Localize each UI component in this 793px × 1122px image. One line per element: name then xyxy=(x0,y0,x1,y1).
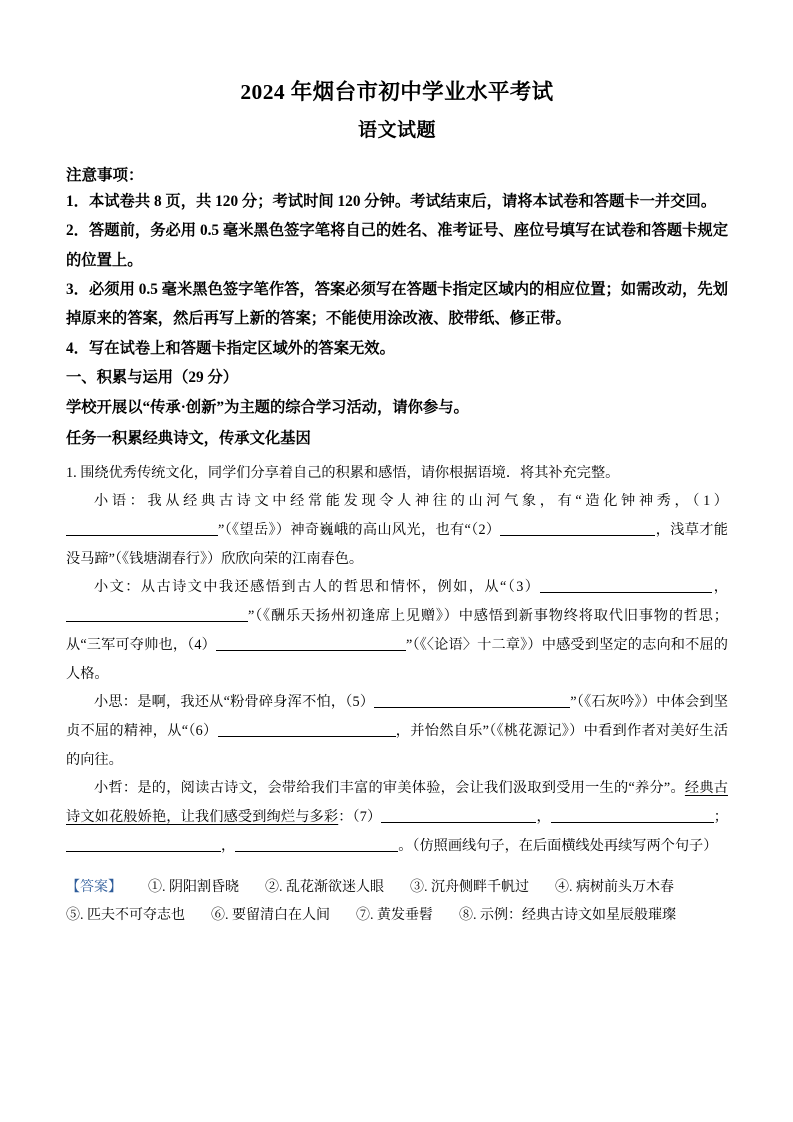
section-heading: 一、积累与运用（29 分） xyxy=(66,369,239,387)
answer-label: 【答案】 xyxy=(66,880,122,896)
dialog-text-segment: 。（仿照画线句子，在后面横线处再续写两个句子） xyxy=(398,837,718,854)
notice-item-3: 3．必须用 0.5 毫米黑色签字笔作答，答案必须写在答题卡指定区域内的相应位置；如需改动，先划掉原来的答案，然后再写上新的答案；不能使用涂改液、胶带纸、修正带。 xyxy=(66,281,728,328)
task-heading: 任务一积累经典诗文，传承文化基因 xyxy=(66,429,311,447)
dialog-xiaozhe xyxy=(66,774,728,860)
fill-blank-8a[interactable] xyxy=(66,837,221,851)
answer-item-7: ⑦. 黄发垂髫 xyxy=(356,908,433,924)
dialog-text-segment: ； xyxy=(713,808,728,825)
answer-block xyxy=(66,874,728,930)
answer-item-1: ①. 阴阳割昏晓 xyxy=(148,880,239,896)
notice-item-1: 1．本试卷共 8 页，共 120 分；考试时间 120 分钟。考试结束后，请将本试卷和答题卡一并交回。 xyxy=(66,193,717,210)
fill-blank-2[interactable] xyxy=(500,522,655,536)
fill-blank-5[interactable] xyxy=(374,694,570,708)
fill-blank-1[interactable] xyxy=(66,522,218,536)
dialog-text-segment: ”（《〈论语〉十二章》）中感受到坚定的志向和不屈的人格。 xyxy=(66,636,728,682)
dialog-text-segment: ，浅草才能没马蹄”（《钱塘湖春行》）欣欣向荣的江南春色。 xyxy=(66,522,728,567)
dialog-text-segment: 是啊，我还从“粉骨碎身浑不怕，（5） xyxy=(137,694,375,711)
dialog-xiaowen xyxy=(66,573,728,688)
answer-item-4: ④. 病树前头万木春 xyxy=(555,880,674,896)
answer-item-6: ⑥. 要留清白在人间 xyxy=(211,908,330,924)
activity-description: 学校开展以“传承·创新”为主题的综合学习活动，请你参与。 xyxy=(66,398,469,416)
dialog-text-segment: ”（《石灰吟》）中体会到坚贞不屈的精神，从“（6） xyxy=(66,694,728,739)
dialog-text-segment: ，并怡然自乐”（《桃花源记》）中看到作者对美好生活的向往。 xyxy=(66,722,729,768)
dialog-text-segment: 从古诗文中我还感悟到古人的哲思和情怀，例如，从“（3） xyxy=(140,579,541,596)
dialog-speaker: 小哲： xyxy=(94,780,138,797)
dialog-text-segment: 我从经典古诗文中经常能发现令人神往的山河气象，有“造化钟神秀，（1） xyxy=(147,493,728,510)
notice-item-2: 2．答题前，务必用 0.5 毫米黑色签字笔将自己的姓名、准考证号、座位号填写在试卷和答题卡规定的位置上。 xyxy=(66,222,728,269)
answer-item-2: ②. 乱花渐欲迷人眼 xyxy=(265,880,384,896)
dialog-xiaoyu xyxy=(66,487,728,573)
dialog-xiaosi xyxy=(66,688,728,774)
notice-item-4: 4．写在试卷上和答题卡指定区域外的答案无效。 xyxy=(66,339,395,357)
answer-item-5: ⑤. 匹夫不可夺志也 xyxy=(66,908,185,924)
fill-blank-4[interactable] xyxy=(216,636,406,650)
page-subtitle: 语文试题 xyxy=(357,120,436,142)
fill-blank-6[interactable] xyxy=(218,722,396,736)
dialog-speaker: 小思： xyxy=(94,694,138,711)
dialog-text-segment: ”（《望岳》）神奇巍峨的高山风光，也有“（2） xyxy=(218,522,501,539)
dialog-text-segment: ， xyxy=(221,837,236,854)
dialog-speaker: 小文： xyxy=(94,579,141,596)
dialog-text-segment: ”（《酬乐天扬州初逢席上见赠》）中感悟到新事物终将取代旧事物的哲思；从“三军可夺帅也，（4） xyxy=(66,608,728,653)
page-title: 2024 年烟台市初中学业水平考试 xyxy=(240,80,554,104)
dialog-text-segment: ， xyxy=(536,808,551,825)
fill-blank-3b[interactable] xyxy=(66,608,248,622)
dialog-underlined-model-sentence: 经典古诗文如花般娇艳，让我们感受到绚烂与多彩 xyxy=(66,780,728,825)
fill-blank-3a[interactable] xyxy=(540,579,712,593)
fill-blank-8b[interactable] xyxy=(235,837,398,851)
answer-item-8: ⑧. 示例：经典古诗文如星辰般璀璨 xyxy=(459,908,676,924)
dialog-text-segment: 是的，阅读古诗文，会带给我们丰富的审美体验，会让我们汲取到受用一生的“养分”。 xyxy=(137,780,685,797)
dialog-text-segment: ， xyxy=(712,579,728,596)
fill-blank-7b[interactable] xyxy=(551,808,714,822)
answer-item-3: ③. 沉舟侧畔千帆过 xyxy=(410,880,529,896)
fill-blank-7a[interactable] xyxy=(381,808,536,822)
notice-heading: 注意事项： xyxy=(66,166,144,184)
dialog-text-segment: ：（7） xyxy=(338,808,382,825)
dialog-speaker: 小语： xyxy=(94,493,148,510)
question-stem: 1. 围绕优秀传统文化，同学们分享着自己的积累和感悟，请你根据语境．将其补充完整。 xyxy=(66,464,620,481)
